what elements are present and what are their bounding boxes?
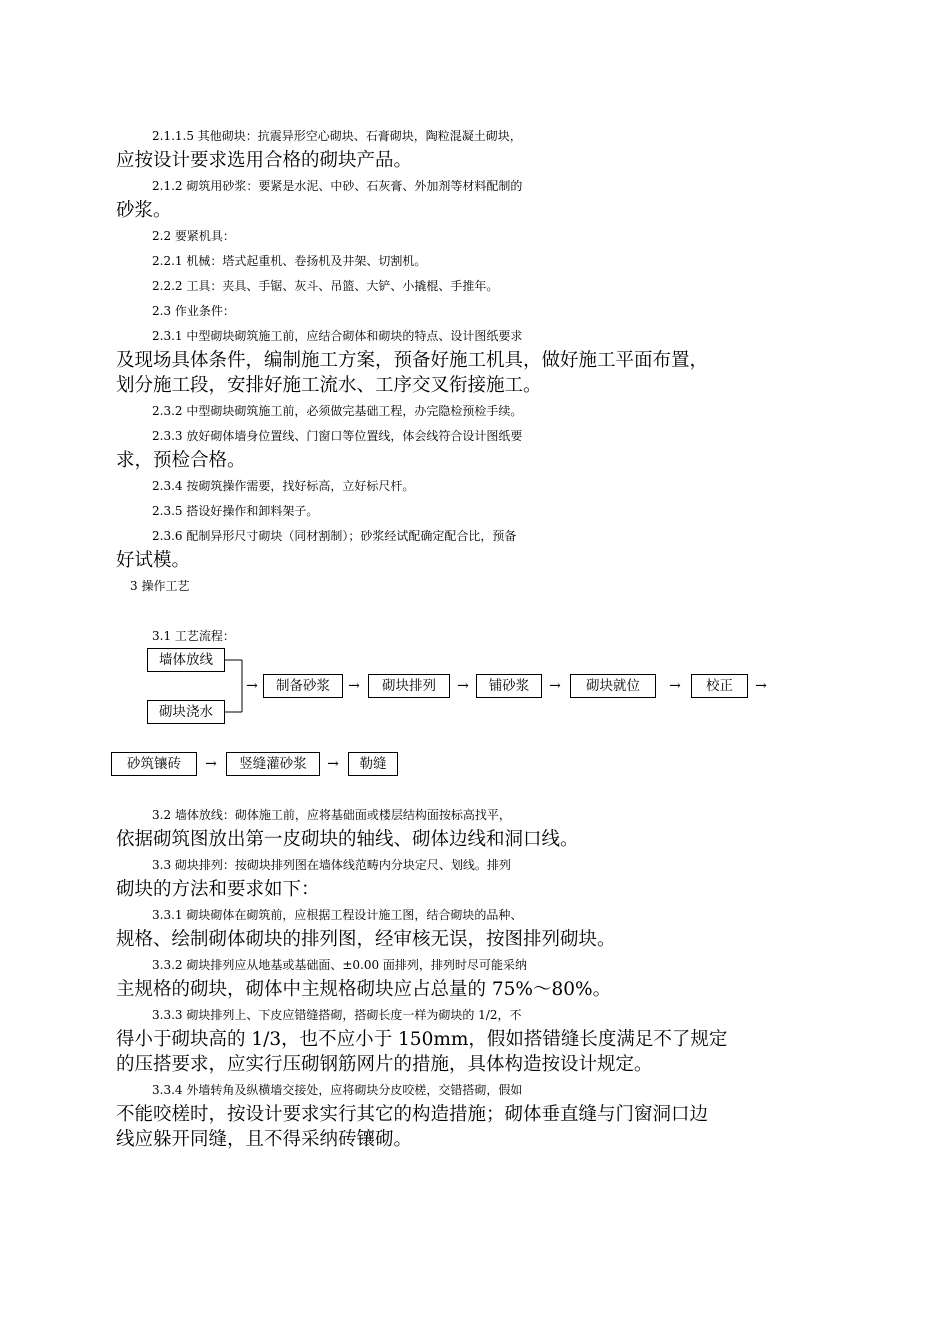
text-line: 及现场具体条件，编制施工方案，预备好施工机具，做好施工平面布置，: [116, 350, 709, 371]
text-line: 好试模。: [116, 550, 191, 571]
flow-arrow: →: [205, 756, 217, 772]
flow-arrow: →: [348, 678, 360, 694]
flow-node-wall-layout: 墙体放线: [147, 648, 225, 672]
flow-node-block-arrangement: 砌块排列: [368, 674, 450, 698]
flow-arrow: →: [327, 756, 339, 772]
flow-node-brick-inlay: 砂筑镶砖: [111, 752, 197, 776]
text-line: 的压搭要求，应实行压砌钢筋网片的措施，具体构造按设计规定。: [116, 1054, 653, 1075]
text-line: 2.2.2 工具：夹具、手锯、灰斗、吊篮、大铲、小撬棍、手推年。: [152, 279, 499, 293]
flow-arrow: →: [755, 678, 767, 694]
text-line: 砌块的方法和要求如下：: [116, 879, 320, 900]
text-line: 2.2 要紧机具：: [152, 229, 235, 243]
text-line: 求，预检合格。: [116, 450, 246, 471]
flow-arrow: →: [669, 678, 681, 694]
text-line: 得小于砌块高的 1/3，也不应小于 150mm，假如搭错缝长度满足不了规定: [116, 1029, 728, 1050]
text-line: 2.1.1.5 其他砌块：抗震异形空心砌块、石膏砌块，陶粒混凝土砌块，: [152, 129, 522, 143]
flow-node-correction: 校正: [691, 674, 748, 698]
text-line: 2.3 作业条件：: [152, 304, 235, 318]
text-line: 2.3.5 搭设好操作和卸料架子。: [152, 504, 319, 518]
text-line: 2.3.6 配制异形尺寸砌块（同材割制）；砂浆经试配确定配合比，预备: [152, 529, 517, 543]
text-line: 应按设计要求选用合格的砌块产品。: [116, 150, 413, 171]
text-line: 2.3.4 按砌筑操作需要，找好标高，立好标尺杆。: [152, 479, 415, 493]
text-line: 3.3.2 砌块排列应从地基或基础面、±0.00 面排列，排列时尽可能采纳: [152, 958, 527, 972]
text-line: 3.3.3 砌块排列上、下皮应错缝搭砌，搭砌长度一样为砌块的 1/2，不: [152, 1008, 522, 1022]
text-line: 2.2.1 机械：塔式起重机、卷扬机及井架、切割机。: [152, 254, 427, 268]
text-line: 依据砌筑图放出第一皮砌块的轴线、砌体边线和洞口线。: [116, 829, 579, 850]
text-line: 2.3.2 中型砌块砌筑施工前，必须做完基础工程，办完隐检预检手续。: [152, 404, 523, 418]
flow-node-block-watering: 砌块浇水: [147, 700, 225, 724]
text-line: 划分施工段，安排好施工流水、工序交叉衔接施工。: [116, 375, 542, 396]
flow-arrow: →: [246, 678, 258, 694]
flow-node-spread-mortar: 铺砂浆: [476, 674, 542, 698]
text-line: 3.3.4 外墙转角及纵横墙交接处，应将砌块分皮咬槎，交错搭砌，假如: [152, 1083, 523, 1097]
text-line: 3.3.1 砌块砌体在砌筑前，应根据工程设计施工图，结合砌块的品种、: [152, 908, 523, 922]
flow-node-vertical-joint-grouting: 竖缝灌砂浆: [226, 752, 320, 776]
text-line: 2.3.3 放好砌体墙身位置线、门窗口等位置线，体会线符合设计图纸要: [152, 429, 523, 443]
text-line: 3.2 墙体放线：砌体施工前，应将基础面或楼层结构面按标高找平，: [152, 808, 511, 822]
text-line: 不能咬槎时，按设计要求实行其它的构造措施；砌体垂直缝与门窗洞口边: [116, 1104, 709, 1125]
text-line: 主规格的砌块，砌体中主规格砌块应占总量的 75%～80%。: [116, 979, 612, 1000]
flow-heading: 3.1 工艺流程：: [152, 629, 235, 643]
text-line: 线应躲开同缝，且不得采纳砖镶砌。: [116, 1129, 413, 1150]
flow-node-pointing: 勒缝: [348, 752, 398, 776]
text-line: 砂浆。: [116, 200, 172, 221]
text-line: 2.1.2 砌筑用砂浆：要紧是水泥、中砂、石灰膏、外加剂等材料配制的: [152, 179, 523, 193]
text-line: 3.3 砌块排列：按砌块排列图在墙体线范畴内分块定尺、划线。排列: [152, 858, 511, 872]
text-line: 2.3.1 中型砌块砌筑施工前，应结合砌体和砌块的特点、设计图纸要求: [152, 329, 523, 343]
section-3-heading: 3 操作工艺: [130, 579, 190, 593]
flow-node-prepare-mortar: 制备砂浆: [263, 674, 343, 698]
flow-arrow: →: [457, 678, 469, 694]
text-line: 规格、绘制砌体砌块的排列图，经审核无误，按图排列砌块。: [116, 929, 616, 950]
flow-node-block-placing: 砌块就位: [570, 674, 656, 698]
flow-arrow: →: [549, 678, 561, 694]
